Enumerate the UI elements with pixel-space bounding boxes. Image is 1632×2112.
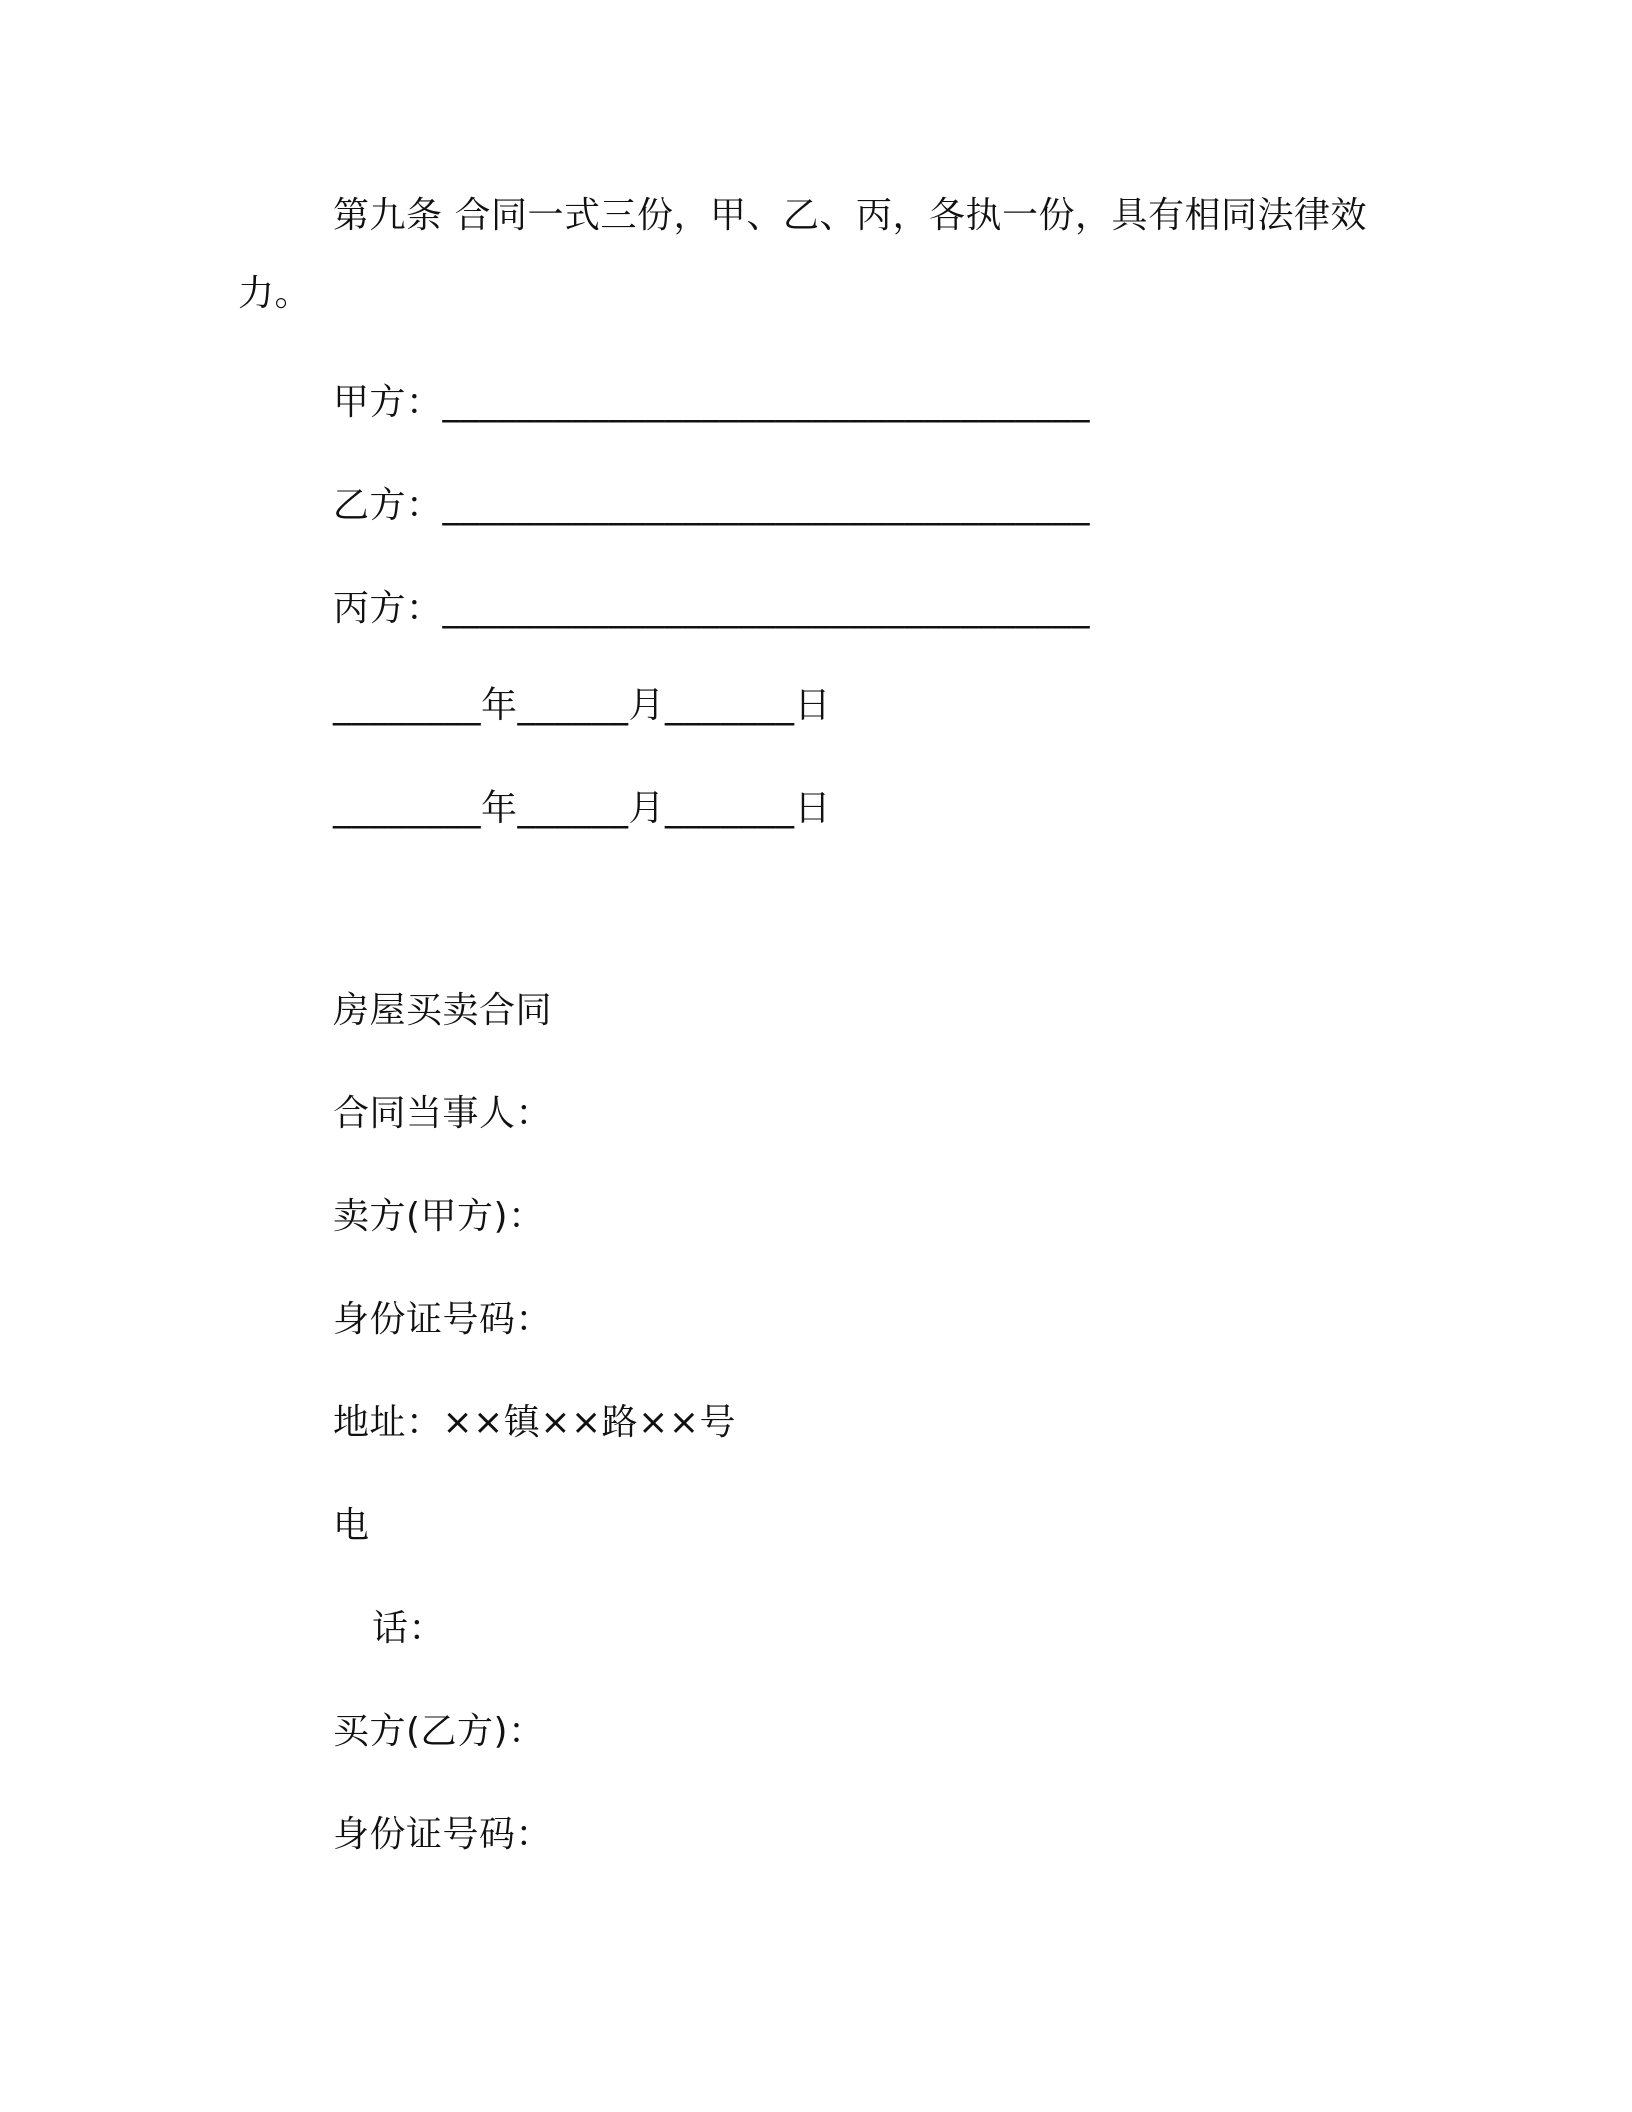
seller-address: 地址：××镇××路××号 bbox=[333, 1402, 736, 1443]
phone-label-part1: 电 bbox=[333, 1505, 370, 1546]
seller-id-label: 身份证号码： bbox=[333, 1299, 553, 1340]
party-a-signature-line: 甲方：___________________________________ bbox=[333, 382, 1091, 423]
date-line: ________年______月_______日 bbox=[333, 788, 831, 829]
buyer-label: 买方(乙方)： bbox=[333, 1711, 545, 1752]
contract-title: 房屋买卖合同 bbox=[333, 990, 553, 1031]
buyer-id-label: 身份证号码： bbox=[333, 1814, 553, 1855]
article-9-text: 第九条 合同一式三份，甲、乙、丙，各执一份，具有相同法律效 bbox=[333, 195, 1367, 236]
parties-heading: 合同当事人： bbox=[333, 1093, 553, 1134]
date-line: ________年______月_______日 bbox=[333, 685, 831, 726]
party-c-signature-line: 丙方：___________________________________ bbox=[333, 588, 1091, 629]
party-b-signature-line: 乙方：___________________________________ bbox=[333, 485, 1091, 526]
phone-label-part2: 话： bbox=[372, 1608, 446, 1649]
article-9-text-continued: 力。 bbox=[238, 273, 312, 314]
seller-label: 卖方(甲方)： bbox=[333, 1196, 545, 1237]
